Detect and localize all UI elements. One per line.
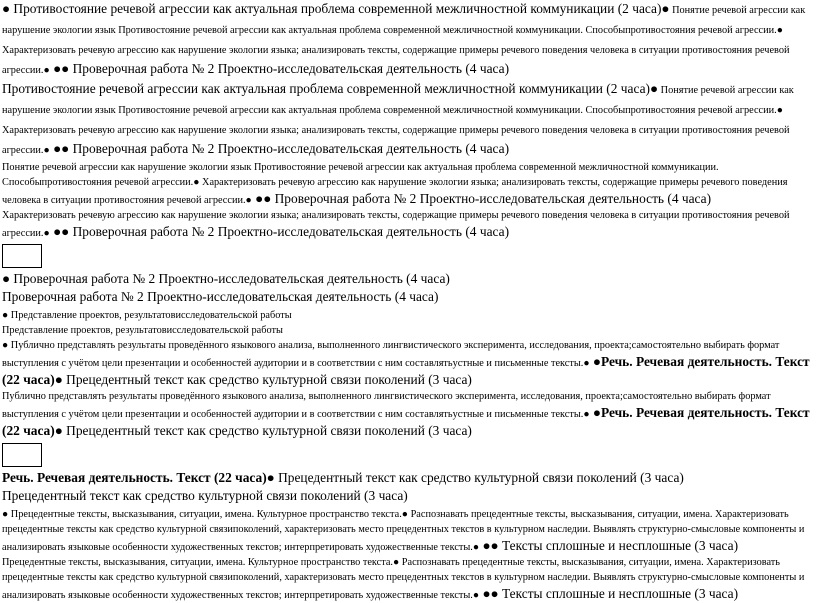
empty-cell-box-2 (2, 443, 42, 467)
paragraph-aggression-4 (2, 208, 810, 241)
section-description: ● Публично представлять результаты проведённого языкового анализа, выполненного лингвистического эксперимента, исследования, проекта;самостоятельно выбирать формат выступления с учётом цели презентации и особенностей аудитории и в соответствии с ним составлятьустные и письменные тексты.● (2, 340, 780, 369)
section-heading: Противостояние речевой агрессии как актуальная проблема современной межличностной коммуникации (2 часа)● (2, 81, 659, 96)
empty-cell-box (2, 244, 42, 268)
precedent-heading-plain: Прецедентный текст как средство культурной связи поколений (3 часа) (2, 488, 408, 503)
paragraph-aggression-2 (2, 80, 810, 160)
next-section-heading: ●● Тексты сплошные и несплошные (3 часа) (479, 538, 739, 553)
speech-heading-line (2, 469, 810, 487)
speech-section-heading: ●Речь. Речевая деятельность. Текст (22 часа)● (2, 354, 810, 387)
work2-heading-plain: Проверочная работа № 2 Проектно-исследовательская деятельность (4 часа) (2, 289, 439, 304)
speech-section-heading: Речь. Речевая деятельность. Текст (22 часа)● (2, 470, 275, 485)
projects-presentation-plain: Представление проектов, результатовисследовательской работы (2, 325, 283, 336)
section-description: Понятие речевой агрессии как нарушение экологии язык Противостояние речевой агрессии как актуальная проблема современной межличностной коммуникации. Способыпротивостояния речевой агрессии.● Характеризовать речевую агрессию как нарушение экологии языка; анализировать тексты, содержащие примеры речевого поведения человека в ситуации противостояния речевой агрессии.● (2, 162, 788, 206)
next-section-heading: ●● Проверочная работа № 2 Проектно-исследовательская деятельность (4 часа) (49, 61, 510, 76)
next-section-heading: Прецедентный текст как средство культурной связи поколений (3 часа) (62, 372, 472, 387)
section-description: Понятие речевой агрессии как нарушение экологии язык Противостояние речевой агрессии как актуальная проблема современной межличностной коммуникации. Способыпротивостояния речевой агрессии.● Характеризовать речевую агрессию как нарушение экологии языка; анализировать тексты, содержащие примеры речевого поведения человека в ситуации противостояния речевой агрессии.● (2, 5, 806, 76)
section-description: Прецедентные тексты, высказывания, ситуации, имена. Культурное пространство текста.● Распознавать прецедентные тексты, высказывания, ситуации, имена. Характеризовать прецедентные тексты как средство культурной связипоколений, характеризовать место прецедентных текстов в культурном наследии. Выявлять структурно-смысловые компоненты и анализировать языковые особенности художественных текстов; интерпретировать художественные тексты.● (2, 557, 805, 601)
paragraph-precedent-2 (2, 555, 810, 603)
section-description: Характеризовать речевую агрессию как нарушение экологии языка; анализировать тексты, содержащие примеры речевого поведения человека в ситуации противостояния речевой агрессии.● (2, 210, 790, 239)
next-section-heading: ●● Тексты сплошные и несплошные (3 часа) (479, 586, 739, 601)
next-section-heading: ●● Проверочная работа № 2 Проектно-исследовательская деятельность (4 часа) (49, 141, 510, 156)
paragraph-aggression-1 (2, 0, 810, 80)
paragraph-aggression-3 (2, 160, 810, 208)
section-description: Публично представлять результаты проведённого языкового анализа, выполненного лингвистического эксперимента, исследования, проекта;самостоятельно выбирать формат выступления с учётом цели презентации и особенностей аудитории и в соответствии с ним составлятьустные и письменные тексты.● (2, 391, 771, 420)
work2-heading-bullet: ● Проверочная работа № 2 Проектно-исследовательская деятельность (4 часа) (2, 271, 450, 286)
projects-presentation-bullet: ● Представление проектов, результатовисследовательской работы (2, 310, 292, 321)
precedent-heading: Прецедентный текст как средство культурной связи поколений (3 часа) (274, 470, 684, 485)
next-section-heading: Прецедентный текст как средство культурной связи поколений (3 часа) (62, 423, 472, 438)
next-section-heading: ●● Проверочная работа № 2 Проектно-исследовательская деятельность (4 часа) (49, 224, 510, 239)
section-description: ● Прецедентные тексты, высказывания, ситуации, имена. Культурное пространство текста.● Распознавать прецедентные тексты, высказывания, ситуации, имена. Характеризовать прецедентные тексты как средство культурной связипоколений, характеризовать место прецедентных текстов в культурном наследии. Выявлять структурно-смысловые компоненты и анализировать языковые особенности художественных текстов; интерпретировать художественные тексты.● (2, 509, 805, 553)
paragraph-public-2 (2, 389, 810, 440)
paragraph-precedent-1 (2, 507, 810, 555)
next-section-heading: ●● Проверочная работа № 2 Проектно-исследовательская деятельность (4 часа) (251, 191, 712, 206)
document-body (2, 0, 810, 603)
paragraph-public-1 (2, 338, 810, 389)
speech-section-heading: ●Речь. Речевая деятельность. Текст (22 часа)● (2, 405, 810, 438)
section-description: Понятие речевой агрессии как нарушение экологии язык Противостояние речевой агрессии как актуальная проблема современной межличностной коммуникации. Способыпротивостояния речевой агрессии.● Характеризовать речевую агрессию как нарушение экологии языка; анализировать тексты, содержащие примеры речевого поведения человека в ситуации противостояния речевой агрессии.● (2, 85, 794, 156)
section-heading: ● Противостояние речевой агрессии как актуальная проблема современной межличностной коммуникации (2 часа)● (2, 1, 670, 16)
